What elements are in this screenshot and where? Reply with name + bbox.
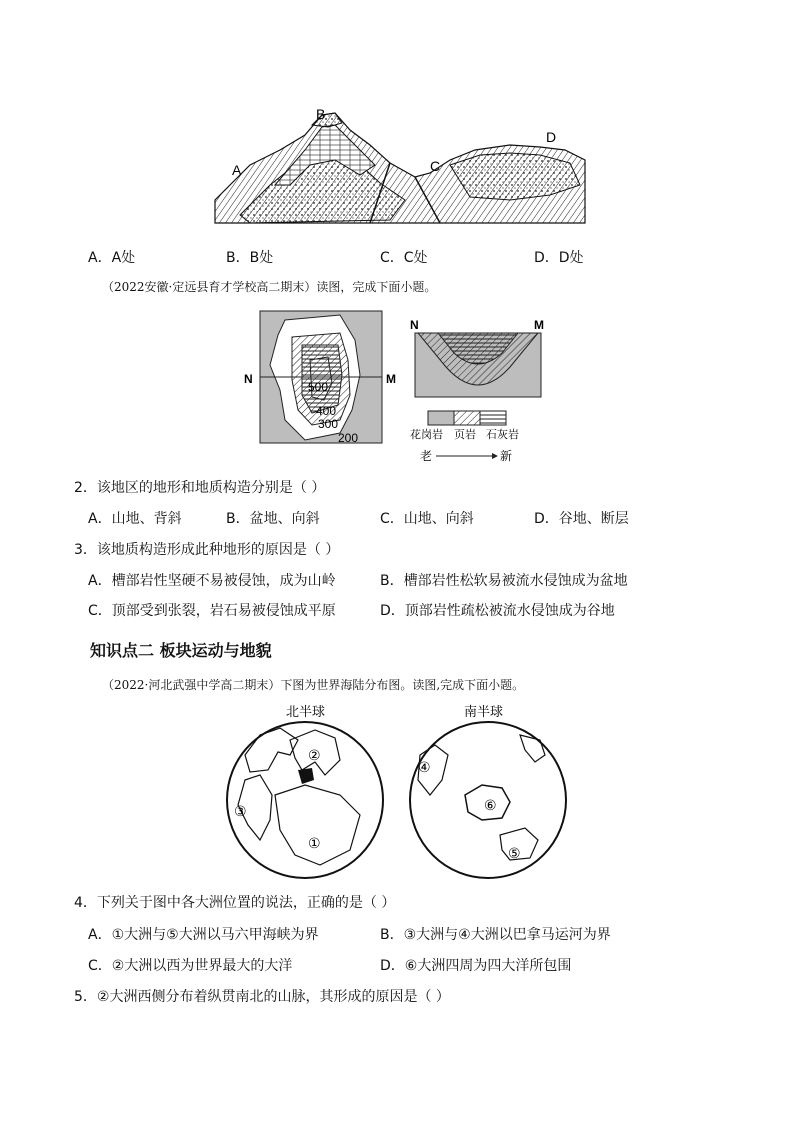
source-note-1: （2022安徽·定远县育才学校高二期末）读图，完成下面小题。	[102, 280, 437, 294]
label-3: ③	[234, 803, 247, 819]
q4-option-d[interactable]: D．⑥大洲四周为四大洋所包围	[380, 958, 572, 974]
syncline-map-figure	[240, 305, 560, 465]
question-2-stem: 2．该地区的地形和地质构造分别是（ ）	[74, 480, 326, 496]
legend-limestone: 石灰岩	[486, 429, 519, 441]
q2-option-b[interactable]: B．盆地、向斜	[226, 511, 320, 527]
map-n-label: N	[244, 372, 253, 386]
q2-option-d[interactable]: D．谷地、断层	[534, 511, 629, 527]
q4-option-a[interactable]: A．①大洲与⑤大洲以马六甲海峡为界	[88, 927, 319, 943]
q2-option-c[interactable]: C．山地、向斜	[380, 511, 474, 527]
label-5: ⑤	[508, 845, 521, 861]
q3-option-b[interactable]: B．槽部岩性松软易被流水侵蚀成为盆地	[380, 573, 628, 589]
map-m-label: M	[386, 372, 396, 386]
south-hemisphere-title: 南半球	[464, 704, 504, 719]
section-m-label: M	[534, 318, 544, 332]
section-heading: 知识点二 板块运动与地貌	[90, 641, 272, 660]
fig1-label-a: A	[232, 162, 242, 178]
north-hemisphere-title: 北半球	[286, 704, 326, 719]
q1-option-b[interactable]: B．B处	[226, 250, 274, 266]
question-5-stem: 5．②大洲西侧分布着纵贯南北的山脉，其形成的原因是（ ）	[74, 989, 450, 1005]
section-n-label: N	[410, 318, 419, 332]
q4-option-b[interactable]: B．③大洲与④大洲以巴拿马运河为界	[380, 927, 611, 943]
label-6: ⑥	[484, 797, 497, 813]
fig1-label-b: B	[316, 106, 326, 122]
q3-option-c[interactable]: C．顶部受到张裂，岩石易被侵蚀成平原	[88, 603, 336, 619]
q1-option-a[interactable]: A．A处	[88, 250, 136, 266]
q1-option-d[interactable]: D．D处	[534, 250, 584, 266]
legend-granite: 花岗岩	[410, 429, 443, 441]
q3-option-a[interactable]: A．槽部岩性坚硬不易被侵蚀，成为山岭	[88, 573, 336, 589]
label-2: ②	[308, 747, 321, 763]
q3-option-d[interactable]: D．顶部岩性疏松被流水侵蚀成为谷地	[380, 603, 615, 619]
question-4-stem: 4．下列关于图中各大洲位置的说法，正确的是（ ）	[74, 895, 396, 911]
contour-200: 200	[338, 431, 359, 445]
source-note-2: （2022·河北武强中学高二期末）下图为世界海陆分布图。读图,完成下面小题。	[102, 678, 525, 692]
label-4: ④	[418, 759, 431, 775]
q1-option-c[interactable]: C．C处	[380, 250, 428, 266]
label-1: ①	[308, 835, 321, 851]
fold-cross-section-figure	[210, 105, 590, 230]
fig1-label-d: D	[546, 129, 557, 145]
contour-500: 500	[308, 380, 329, 394]
legend-shale: 页岩	[454, 429, 476, 441]
q2-option-a[interactable]: A．山地、背斜	[88, 511, 182, 527]
fig1-label-c: C	[430, 158, 441, 174]
contour-400: 400	[316, 404, 337, 418]
q4-option-c[interactable]: C．②大洲以西为世界最大的大洋	[88, 958, 293, 974]
age-old-label: 老	[420, 449, 433, 463]
age-new-label: 新	[500, 449, 513, 463]
contour-300: 300	[318, 417, 339, 431]
hemispheres-figure	[220, 700, 580, 880]
question-3-stem: 3．该地质构造形成此种地形的原因是（ ）	[74, 542, 340, 558]
